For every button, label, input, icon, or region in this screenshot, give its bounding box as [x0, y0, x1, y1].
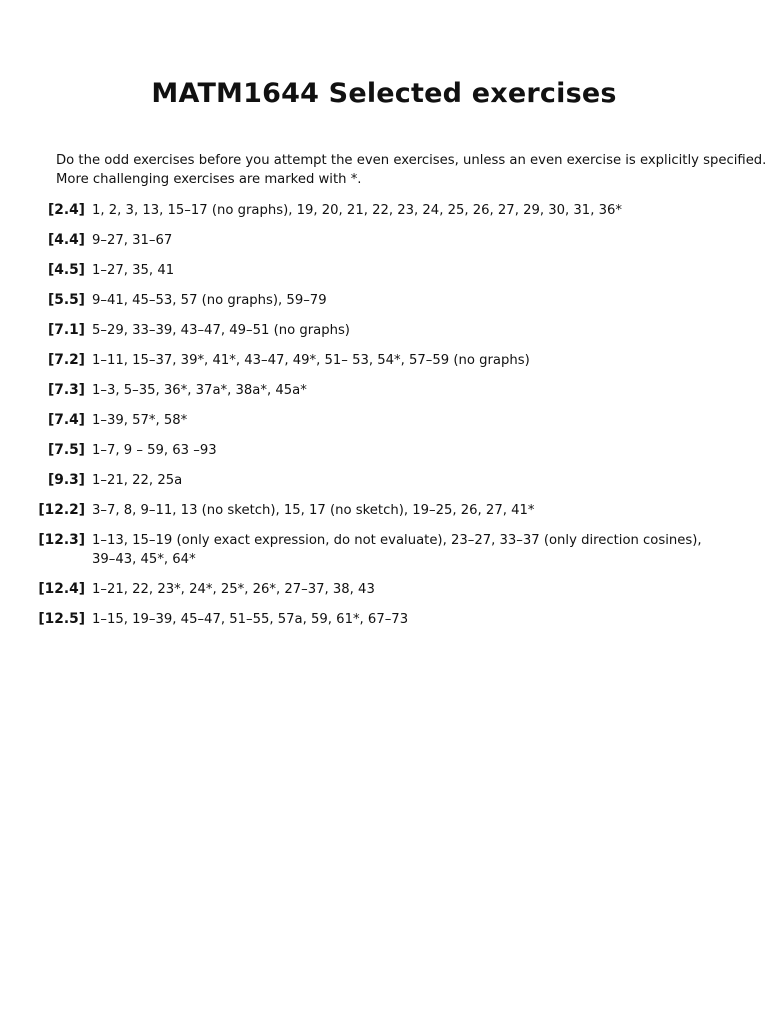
- page-title: MATM1644 Selected exercises: [151, 78, 617, 109]
- section-label: [9.3]: [47, 472, 85, 488]
- exercise-items: 1–15, 19–39, 45–47, 51–55, 57a, 59, 61*, 67–73: [92, 612, 409, 627]
- section-label: [12.5]: [38, 611, 85, 627]
- exercise-row: [0, 501, 768, 520]
- instructions-line-2: More challenging exercises are marked with *.: [56, 172, 362, 187]
- exercise-row: [0, 321, 768, 340]
- exercise-items: 1–11, 15–37, 39*, 41*, 43–47, 49*, 51– 53, 54*, 57–59 (no graphs): [92, 353, 530, 368]
- section-label: [4.4]: [47, 232, 85, 248]
- exercise-items: 5–29, 33–39, 43–47, 49–51 (no graphs): [92, 323, 350, 338]
- section-label: [2.4]: [47, 202, 85, 218]
- exercise-items: 1–3, 5–35, 36*, 37a*, 38a*, 45a*: [92, 383, 307, 398]
- exercise-row: [0, 351, 768, 370]
- section-label: [5.5]: [47, 292, 85, 308]
- section-label: [7.4]: [47, 412, 85, 428]
- section-label: [4.5]: [47, 262, 85, 278]
- exercise-row: [0, 471, 768, 490]
- exercise-items: 1–39, 57*, 58*: [92, 413, 188, 428]
- exercise-items: 9–27, 31–67: [92, 233, 173, 248]
- exercise-items: 1–21, 22, 23*, 24*, 25*, 26*, 27–37, 38, 43: [92, 582, 375, 597]
- exercise-row: [0, 580, 768, 599]
- exercise-row: [0, 610, 768, 629]
- section-label: [12.2]: [38, 502, 85, 518]
- section-label: [12.4]: [38, 581, 85, 597]
- instructions: [56, 151, 767, 189]
- exercise-items: 1–27, 35, 41: [92, 263, 175, 278]
- exercise-row: [0, 411, 768, 430]
- exercise-row: [0, 201, 768, 220]
- exercise-row: [0, 261, 768, 280]
- section-label: [7.5]: [47, 442, 85, 458]
- exercise-row: [0, 441, 768, 460]
- section-label: [12.3]: [38, 532, 85, 548]
- exercise-items: 3–7, 8, 9–11, 13 (no sketch), 15, 17 (no sketch), 19–25, 26, 27, 41*: [92, 503, 535, 518]
- exercise-items: 9–41, 45–53, 57 (no graphs), 59–79: [92, 293, 327, 308]
- exercise-row: [0, 231, 768, 250]
- exercise-row: [0, 381, 768, 400]
- exercise-row: [0, 531, 768, 569]
- exercise-row: [0, 291, 768, 310]
- exercise-list: [0, 201, 768, 640]
- section-label: [7.1]: [47, 322, 85, 338]
- exercise-items: 1–13, 15–19 (only exact expression, do not evaluate), 23–27, 33–37 (only direction cosines), 39–43, 45*, 64*: [92, 533, 702, 567]
- exercise-items: 1–21, 22, 25a: [92, 473, 183, 488]
- instructions-line-1: Do the odd exercises before you attempt the even exercises, unless an even exercise is explicitly specified.: [56, 153, 767, 168]
- exercise-items: 1–7, 9 – 59, 63 –93: [92, 443, 217, 458]
- section-label: [7.2]: [47, 352, 85, 368]
- section-label: [7.3]: [47, 382, 85, 398]
- exercise-items: 1, 2, 3, 13, 15–17 (no graphs), 19, 20, 21, 22, 23, 24, 25, 26, 27, 29, 30, 31, 36*: [92, 203, 622, 218]
